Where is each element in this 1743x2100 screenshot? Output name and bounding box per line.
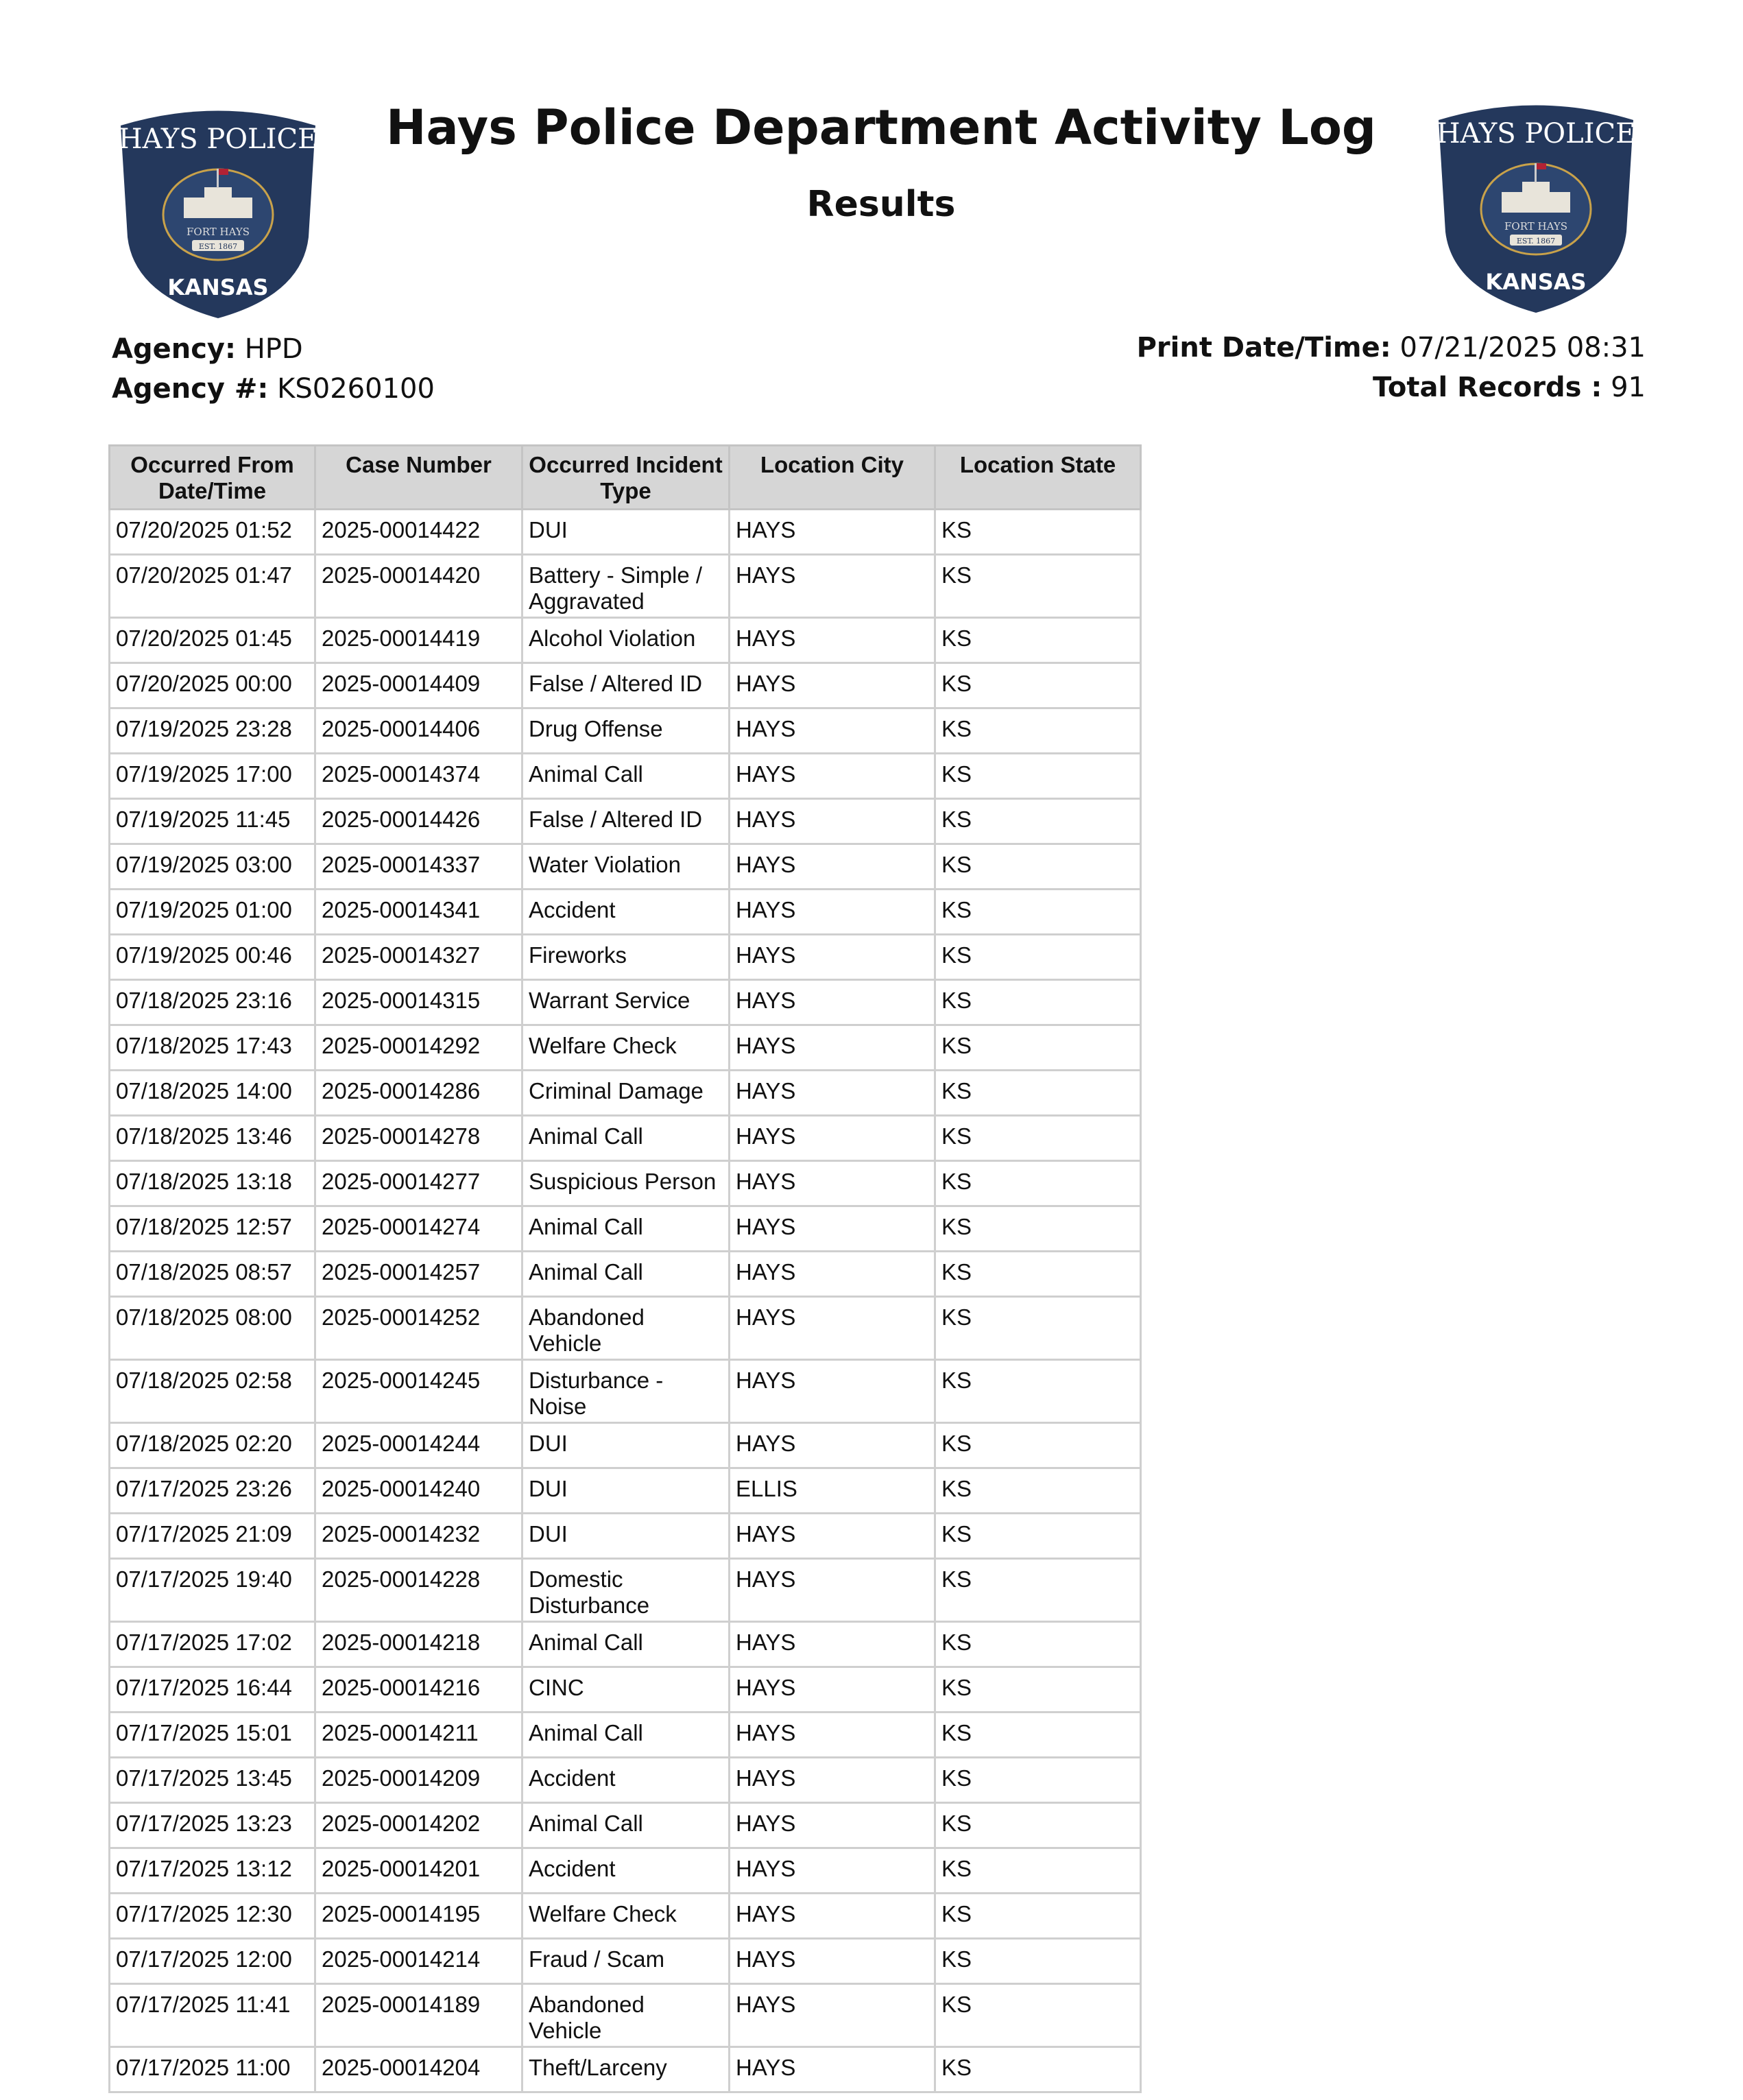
cell-location-state: KS bbox=[935, 618, 1141, 663]
table-row bbox=[110, 1116, 1141, 1161]
cell-incident-type: Drug Offense bbox=[522, 708, 730, 754]
cell-case-number: 2025-00014202 bbox=[315, 1803, 522, 1848]
cell-incident-type: Animal Call bbox=[522, 1116, 730, 1161]
cell-case-number: 2025-00014292 bbox=[315, 1025, 522, 1071]
cell-location-state: KS bbox=[935, 1071, 1141, 1116]
table-row bbox=[110, 1622, 1141, 1667]
badge-top-text: HAYS POLICE bbox=[1436, 118, 1636, 150]
cell-location-city: HAYS bbox=[730, 1622, 935, 1667]
cell-occurred-date: 07/18/2025 08:00 bbox=[110, 1297, 315, 1360]
print-info bbox=[1137, 328, 1646, 407]
cell-location-city: HAYS bbox=[730, 1116, 935, 1161]
cell-case-number: 2025-00014327 bbox=[315, 935, 522, 980]
print-datetime-line bbox=[1137, 328, 1646, 368]
cell-location-city: HAYS bbox=[730, 1071, 935, 1116]
table-row bbox=[110, 1984, 1141, 2047]
cell-location-city: HAYS bbox=[730, 1758, 935, 1803]
cell-location-city: HAYS bbox=[730, 935, 935, 980]
cell-occurred-date: 07/19/2025 03:00 bbox=[110, 844, 315, 890]
badge-top-text: HAYS POLICE bbox=[118, 123, 318, 155]
cell-occurred-date: 07/17/2025 23:26 bbox=[110, 1468, 315, 1514]
cell-location-state: KS bbox=[935, 1297, 1141, 1360]
cell-case-number: 2025-00014422 bbox=[315, 510, 522, 555]
cell-case-number: 2025-00014195 bbox=[315, 1894, 522, 1939]
cell-incident-type: Alcohol Violation bbox=[522, 618, 730, 663]
cell-location-state: KS bbox=[935, 1161, 1141, 1206]
cell-case-number: 2025-00014201 bbox=[315, 1848, 522, 1894]
total-records-label: Total Records : bbox=[1372, 372, 1602, 403]
table-row bbox=[110, 510, 1141, 555]
cell-incident-type: Fireworks bbox=[522, 935, 730, 980]
cell-location-state: KS bbox=[935, 754, 1141, 799]
cell-incident-type: DUI bbox=[522, 1514, 730, 1559]
cell-incident-type: Domestic Disturbance bbox=[522, 1559, 730, 1622]
cell-occurred-date: 07/17/2025 11:00 bbox=[110, 2047, 315, 2092]
table-row bbox=[110, 1161, 1141, 1206]
cell-location-state: KS bbox=[935, 1025, 1141, 1071]
cell-location-city: HAYS bbox=[730, 663, 935, 708]
cell-location-state: KS bbox=[935, 708, 1141, 754]
table-row bbox=[110, 708, 1141, 754]
cell-case-number: 2025-00014315 bbox=[315, 980, 522, 1025]
cell-location-city: HAYS bbox=[730, 1423, 935, 1468]
table-row bbox=[110, 1297, 1141, 1360]
agency-line bbox=[112, 329, 435, 369]
cell-location-city: HAYS bbox=[730, 2047, 935, 2092]
cell-case-number: 2025-00014409 bbox=[315, 663, 522, 708]
page-title: Hays Police Department Activity Log bbox=[385, 99, 1377, 156]
cell-case-number: 2025-00014337 bbox=[315, 844, 522, 890]
table-header-row bbox=[110, 446, 1141, 510]
cell-incident-type: Fraud / Scam bbox=[522, 1939, 730, 1984]
table-row bbox=[110, 1423, 1141, 1468]
cell-incident-type: DUI bbox=[522, 1423, 730, 1468]
cell-location-state: KS bbox=[935, 1514, 1141, 1559]
cell-occurred-date: 07/17/2025 13:45 bbox=[110, 1758, 315, 1803]
print-datetime-label: Print Date/Time: bbox=[1136, 332, 1391, 363]
cell-location-state: KS bbox=[935, 663, 1141, 708]
cell-location-state: KS bbox=[935, 1803, 1141, 1848]
cell-location-city: HAYS bbox=[730, 510, 935, 555]
table-row bbox=[110, 1894, 1141, 1939]
cell-location-state: KS bbox=[935, 799, 1141, 844]
cell-occurred-date: 07/19/2025 11:45 bbox=[110, 799, 315, 844]
cell-incident-type: Animal Call bbox=[522, 1803, 730, 1848]
table-row bbox=[110, 663, 1141, 708]
cell-occurred-date: 07/17/2025 15:01 bbox=[110, 1713, 315, 1758]
table-row bbox=[110, 1848, 1141, 1894]
cell-occurred-date: 07/18/2025 02:58 bbox=[110, 1360, 315, 1423]
cell-occurred-date: 07/17/2025 17:02 bbox=[110, 1622, 315, 1667]
cell-incident-type: Warrant Service bbox=[522, 980, 730, 1025]
cell-occurred-date: 07/17/2025 13:12 bbox=[110, 1848, 315, 1894]
cell-occurred-date: 07/19/2025 23:28 bbox=[110, 708, 315, 754]
cell-location-city: HAYS bbox=[730, 1713, 935, 1758]
cell-occurred-date: 07/20/2025 01:47 bbox=[110, 555, 315, 618]
table-row bbox=[110, 1025, 1141, 1071]
cell-occurred-date: 07/18/2025 23:16 bbox=[110, 980, 315, 1025]
cell-location-city: HAYS bbox=[730, 1939, 935, 1984]
cell-location-state: KS bbox=[935, 2047, 1141, 2092]
badge-est-text: EST. 1867 bbox=[198, 242, 238, 251]
cell-incident-type: Animal Call bbox=[522, 1206, 730, 1252]
cell-incident-type: Criminal Damage bbox=[522, 1071, 730, 1116]
total-records-line bbox=[1137, 368, 1646, 407]
agency-value: HPD bbox=[244, 333, 303, 365]
cell-location-state: KS bbox=[935, 1939, 1141, 1984]
cell-incident-type: Disturbance - Noise bbox=[522, 1360, 730, 1423]
cell-location-city: HAYS bbox=[730, 1025, 935, 1071]
cell-location-city: HAYS bbox=[730, 1297, 935, 1360]
table-row bbox=[110, 2047, 1141, 2092]
cell-occurred-date: 07/19/2025 17:00 bbox=[110, 754, 315, 799]
cell-occurred-date: 07/20/2025 00:00 bbox=[110, 663, 315, 708]
cell-case-number: 2025-00014278 bbox=[315, 1116, 522, 1161]
cell-case-number: 2025-00014274 bbox=[315, 1206, 522, 1252]
cell-occurred-date: 07/17/2025 16:44 bbox=[110, 1667, 315, 1713]
cell-location-state: KS bbox=[935, 1360, 1141, 1423]
cell-location-state: KS bbox=[935, 1984, 1141, 2047]
cell-location-state: KS bbox=[935, 844, 1141, 890]
cell-incident-type: Animal Call bbox=[522, 1622, 730, 1667]
badge-middle-text: FORT HAYS bbox=[1504, 220, 1567, 232]
cell-case-number: 2025-00014228 bbox=[315, 1559, 522, 1622]
cell-occurred-date: 07/19/2025 01:00 bbox=[110, 890, 315, 935]
police-badge-left-icon bbox=[108, 95, 328, 328]
cell-occurred-date: 07/17/2025 13:23 bbox=[110, 1803, 315, 1848]
table-row bbox=[110, 980, 1141, 1025]
table-row bbox=[110, 618, 1141, 663]
cell-incident-type: Theft/Larceny bbox=[522, 2047, 730, 2092]
header-location-city: Location City bbox=[730, 446, 935, 510]
badge-est-text: EST. 1867 bbox=[1516, 237, 1556, 246]
cell-location-state: KS bbox=[935, 1206, 1141, 1252]
cell-case-number: 2025-00014216 bbox=[315, 1667, 522, 1713]
cell-location-city: HAYS bbox=[730, 708, 935, 754]
cell-case-number: 2025-00014420 bbox=[315, 555, 522, 618]
cell-case-number: 2025-00014209 bbox=[315, 1758, 522, 1803]
cell-case-number: 2025-00014214 bbox=[315, 1939, 522, 1984]
cell-case-number: 2025-00014232 bbox=[315, 1514, 522, 1559]
table-row bbox=[110, 1468, 1141, 1514]
table-row bbox=[110, 555, 1141, 618]
cell-occurred-date: 07/18/2025 17:43 bbox=[110, 1025, 315, 1071]
cell-location-city: HAYS bbox=[730, 1984, 935, 2047]
cell-location-city: HAYS bbox=[730, 1206, 935, 1252]
cell-location-city: HAYS bbox=[730, 754, 935, 799]
cell-location-state: KS bbox=[935, 1468, 1141, 1514]
table-row bbox=[110, 844, 1141, 890]
table-row bbox=[110, 799, 1141, 844]
cell-case-number: 2025-00014252 bbox=[315, 1297, 522, 1360]
cell-location-state: KS bbox=[935, 1848, 1141, 1894]
print-datetime-value: 07/21/2025 08:31 bbox=[1399, 332, 1646, 363]
cell-incident-type: Suspicious Person bbox=[522, 1161, 730, 1206]
page-subtitle: Results bbox=[806, 184, 956, 225]
cell-case-number: 2025-00014406 bbox=[315, 708, 522, 754]
header-location-state: Location State bbox=[935, 446, 1141, 510]
cell-case-number: 2025-00014244 bbox=[315, 1423, 522, 1468]
cell-location-state: KS bbox=[935, 890, 1141, 935]
cell-case-number: 2025-00014341 bbox=[315, 890, 522, 935]
cell-case-number: 2025-00014419 bbox=[315, 618, 522, 663]
cell-incident-type: Welfare Check bbox=[522, 1025, 730, 1071]
cell-occurred-date: 07/18/2025 13:46 bbox=[110, 1116, 315, 1161]
cell-location-city: HAYS bbox=[730, 1559, 935, 1622]
cell-case-number: 2025-00014277 bbox=[315, 1161, 522, 1206]
cell-occurred-date: 07/18/2025 12:57 bbox=[110, 1206, 315, 1252]
cell-location-state: KS bbox=[935, 1894, 1141, 1939]
header-case-number: Case Number bbox=[315, 446, 522, 510]
cell-location-city: HAYS bbox=[730, 844, 935, 890]
cell-incident-type: Water Violation bbox=[522, 844, 730, 890]
table-row bbox=[110, 1252, 1141, 1297]
cell-occurred-date: 07/18/2025 13:18 bbox=[110, 1161, 315, 1206]
cell-location-city: HAYS bbox=[730, 1848, 935, 1894]
table-row bbox=[110, 1667, 1141, 1713]
cell-location-state: KS bbox=[935, 1622, 1141, 1667]
table-row bbox=[110, 1559, 1141, 1622]
cell-location-city: HAYS bbox=[730, 1514, 935, 1559]
cell-incident-type: Abandoned Vehicle bbox=[522, 1297, 730, 1360]
agency-label: Agency: bbox=[112, 333, 236, 365]
cell-incident-type: CINC bbox=[522, 1667, 730, 1713]
table-row bbox=[110, 754, 1141, 799]
table-row bbox=[110, 1071, 1141, 1116]
cell-location-city: ELLIS bbox=[730, 1468, 935, 1514]
cell-location-state: KS bbox=[935, 1758, 1141, 1803]
badge-bottom-text: KANSAS bbox=[1485, 269, 1587, 295]
cell-incident-type: False / Altered ID bbox=[522, 663, 730, 708]
cell-location-city: HAYS bbox=[730, 1803, 935, 1848]
cell-location-city: HAYS bbox=[730, 618, 935, 663]
activity-log-table bbox=[108, 444, 1142, 2093]
cell-incident-type: Abandoned Vehicle bbox=[522, 1984, 730, 2047]
cell-location-state: KS bbox=[935, 1667, 1141, 1713]
badge-bottom-text: KANSAS bbox=[167, 274, 269, 300]
cell-occurred-date: 07/17/2025 12:30 bbox=[110, 1894, 315, 1939]
cell-location-city: HAYS bbox=[730, 1252, 935, 1297]
table-row bbox=[110, 1713, 1141, 1758]
cell-location-city: HAYS bbox=[730, 1667, 935, 1713]
cell-occurred-date: 07/20/2025 01:45 bbox=[110, 618, 315, 663]
cell-case-number: 2025-00014374 bbox=[315, 754, 522, 799]
table-row bbox=[110, 935, 1141, 980]
cell-occurred-date: 07/17/2025 19:40 bbox=[110, 1559, 315, 1622]
cell-location-state: KS bbox=[935, 1713, 1141, 1758]
cell-incident-type: Accident bbox=[522, 890, 730, 935]
cell-incident-type: Animal Call bbox=[522, 754, 730, 799]
table-row bbox=[110, 1514, 1141, 1559]
cell-case-number: 2025-00014204 bbox=[315, 2047, 522, 2092]
cell-location-state: KS bbox=[935, 555, 1141, 618]
agency-info bbox=[112, 329, 435, 409]
cell-case-number: 2025-00014218 bbox=[315, 1622, 522, 1667]
header-incident-type: Occurred Incident Type bbox=[522, 446, 730, 510]
cell-case-number: 2025-00014286 bbox=[315, 1071, 522, 1116]
police-badge-right-icon bbox=[1426, 89, 1646, 322]
cell-incident-type: Animal Call bbox=[522, 1713, 730, 1758]
cell-incident-type: Accident bbox=[522, 1758, 730, 1803]
cell-location-city: HAYS bbox=[730, 799, 935, 844]
table-row bbox=[110, 1803, 1141, 1848]
agency-number-value: KS0260100 bbox=[277, 373, 435, 405]
cell-incident-type: Welfare Check bbox=[522, 1894, 730, 1939]
cell-occurred-date: 07/17/2025 21:09 bbox=[110, 1514, 315, 1559]
cell-incident-type: False / Altered ID bbox=[522, 799, 730, 844]
badge-middle-text: FORT HAYS bbox=[187, 226, 250, 238]
agency-number-label: Agency #: bbox=[112, 373, 269, 405]
cell-location-state: KS bbox=[935, 935, 1141, 980]
table-row bbox=[110, 1206, 1141, 1252]
header-occurred-date: Occurred From Date/Time bbox=[110, 446, 315, 510]
cell-location-state: KS bbox=[935, 1559, 1141, 1622]
cell-location-city: HAYS bbox=[730, 1161, 935, 1206]
cell-incident-type: Battery - Simple / Aggravated bbox=[522, 555, 730, 618]
cell-occurred-date: 07/17/2025 12:00 bbox=[110, 1939, 315, 1984]
cell-location-city: HAYS bbox=[730, 1894, 935, 1939]
cell-occurred-date: 07/19/2025 00:46 bbox=[110, 935, 315, 980]
total-records-value: 91 bbox=[1611, 372, 1646, 403]
cell-location-city: HAYS bbox=[730, 1360, 935, 1423]
cell-incident-type: Animal Call bbox=[522, 1252, 730, 1297]
cell-incident-type: DUI bbox=[522, 1468, 730, 1514]
cell-incident-type: Accident bbox=[522, 1848, 730, 1894]
cell-location-city: HAYS bbox=[730, 890, 935, 935]
cell-location-city: HAYS bbox=[730, 555, 935, 618]
cell-case-number: 2025-00014257 bbox=[315, 1252, 522, 1297]
cell-case-number: 2025-00014240 bbox=[315, 1468, 522, 1514]
table-row bbox=[110, 1360, 1141, 1423]
cell-occurred-date: 07/18/2025 08:57 bbox=[110, 1252, 315, 1297]
cell-case-number: 2025-00014189 bbox=[315, 1984, 522, 2047]
cell-occurred-date: 07/20/2025 01:52 bbox=[110, 510, 315, 555]
cell-occurred-date: 07/18/2025 14:00 bbox=[110, 1071, 315, 1116]
cell-case-number: 2025-00014245 bbox=[315, 1360, 522, 1423]
cell-occurred-date: 07/18/2025 02:20 bbox=[110, 1423, 315, 1468]
table-row bbox=[110, 890, 1141, 935]
table-body bbox=[110, 510, 1141, 2092]
agency-number-line bbox=[112, 369, 435, 409]
cell-location-state: KS bbox=[935, 1423, 1141, 1468]
cell-location-state: KS bbox=[935, 510, 1141, 555]
cell-case-number: 2025-00014211 bbox=[315, 1713, 522, 1758]
table-row bbox=[110, 1758, 1141, 1803]
cell-location-city: HAYS bbox=[730, 980, 935, 1025]
cell-occurred-date: 07/17/2025 11:41 bbox=[110, 1984, 315, 2047]
cell-location-state: KS bbox=[935, 1252, 1141, 1297]
table-row bbox=[110, 1939, 1141, 1984]
cell-incident-type: DUI bbox=[522, 510, 730, 555]
cell-location-state: KS bbox=[935, 980, 1141, 1025]
cell-case-number: 2025-00014426 bbox=[315, 799, 522, 844]
cell-location-state: KS bbox=[935, 1116, 1141, 1161]
